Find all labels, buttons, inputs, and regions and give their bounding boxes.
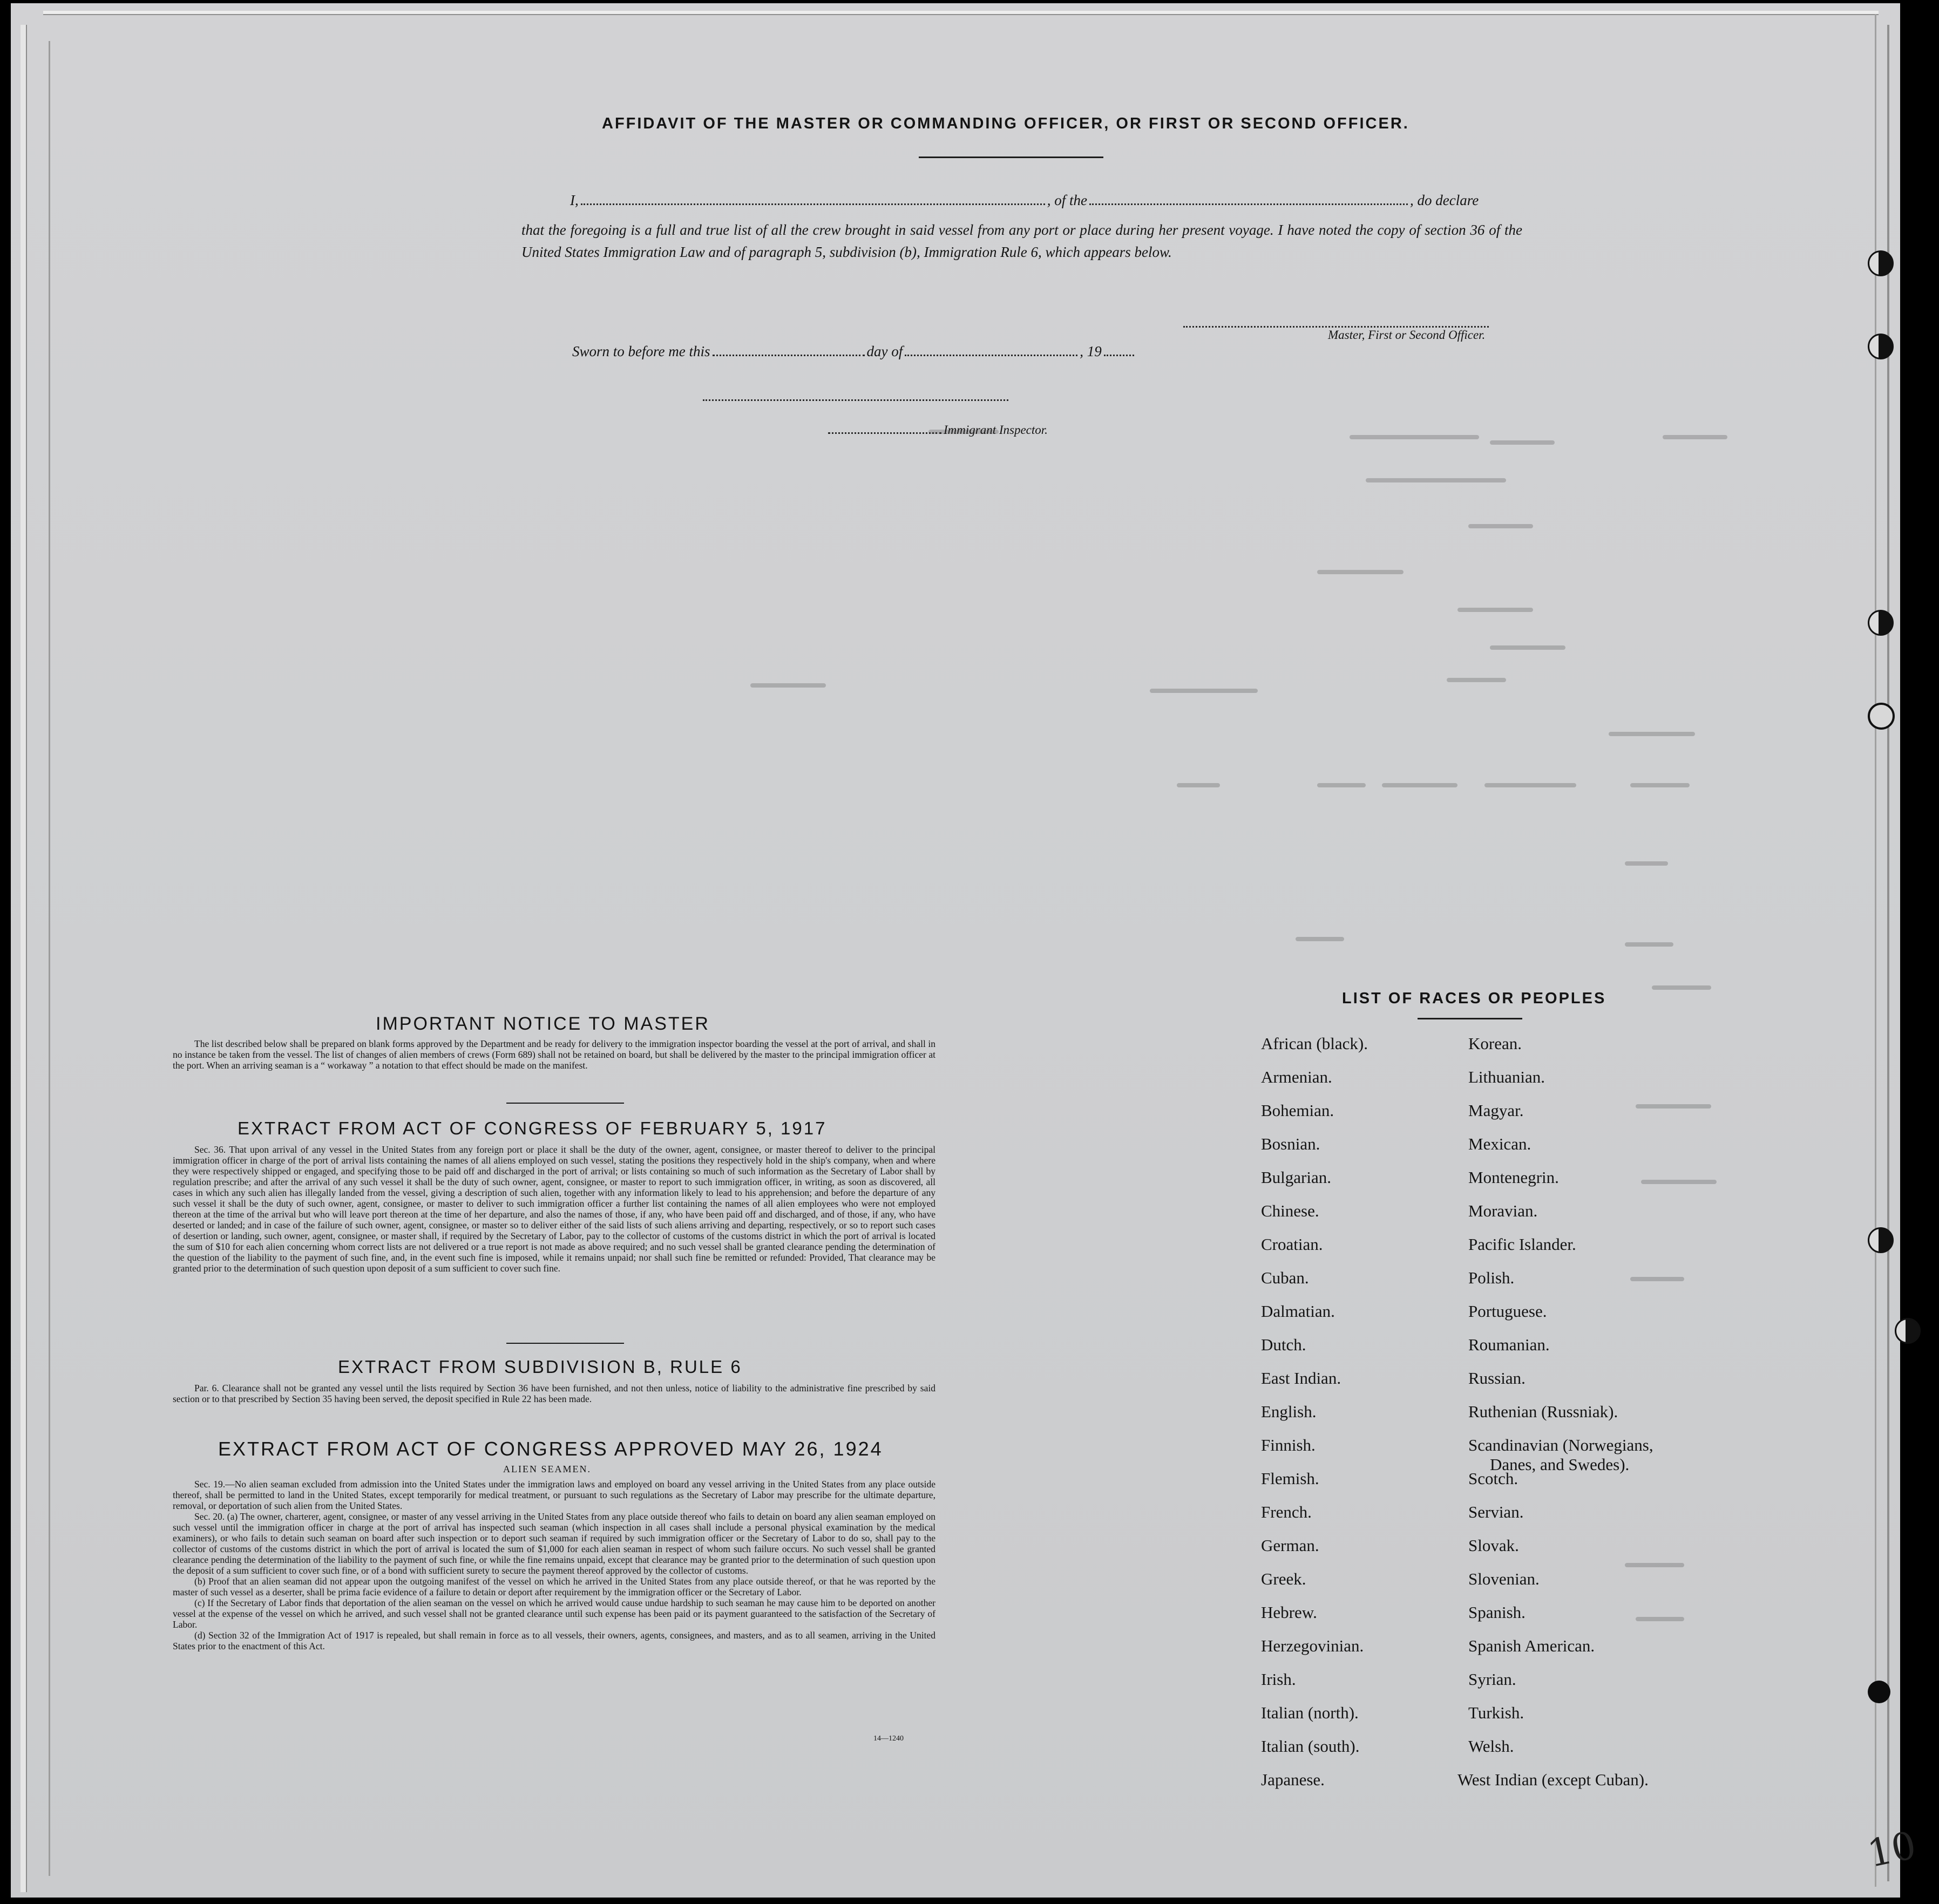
- race-item: Slovenian.: [1468, 1569, 1540, 1588]
- extract-1917-text: [173, 1144, 935, 1274]
- inspector-caption: Immigrant Inspector.: [944, 423, 1048, 437]
- affidavit-title-rule: [919, 157, 1103, 158]
- inspector-signature-blank: [701, 394, 1011, 404]
- race-item: African (black).: [1261, 1034, 1368, 1053]
- vessel-blank: [1089, 203, 1408, 205]
- race-item: Spanish.: [1468, 1603, 1526, 1622]
- binder-hole-icon: [1868, 250, 1894, 276]
- race-item: French.: [1261, 1502, 1312, 1521]
- name-blank: [581, 203, 1045, 205]
- race-item: Armenian.: [1261, 1067, 1332, 1086]
- affidavit-i-label: I,: [570, 192, 579, 208]
- race-item: Bosnian.: [1261, 1134, 1320, 1153]
- affidavit-declare-label: , do declare: [1410, 192, 1479, 208]
- sec19-paragraph: Sec. 19.—No alien seaman excluded from admission into the United States under the immigration laws and employed on board any vessel arriving in the United States from any place outside thereof, shall be permitted to land in the United States, except temporarily for medical treatment, or pursuant to such regulations as the Secretary of Labor may prescribe for the ultimate departure, removal, or deportation of such alien from the United States.: [173, 1479, 935, 1511]
- race-item-continuation: Danes, and Swedes).: [1490, 1455, 1630, 1474]
- race-item: Finnish.: [1261, 1436, 1316, 1454]
- manifest-page: [11, 3, 1920, 1898]
- race-item: Pacific Islander.: [1468, 1235, 1576, 1254]
- race-item: Slovak.: [1468, 1536, 1519, 1555]
- affidavit-body: that the foregoing is a full and true list of all the crew brought in said vessel from any port or place during her present voyage. I have noted the copy of section 36 of the United States Immigration Law and of paragraph 5, subdivision (b), Immigration Rule 6, which appears below.: [521, 222, 1522, 260]
- page-edge-top: [43, 11, 1879, 15]
- race-item: Croatian.: [1261, 1235, 1323, 1254]
- race-item: Scandinavian (Norwegians,: [1468, 1436, 1653, 1454]
- race-item: Dutch.: [1261, 1335, 1306, 1354]
- binder-hole-icon: [1868, 334, 1894, 359]
- binder-hole-icon: [1868, 610, 1894, 636]
- sworn-prefix: Sworn to before me this: [572, 343, 710, 359]
- race-item: Bulgarian.: [1261, 1168, 1331, 1187]
- binder-hole-icon: [1868, 703, 1895, 730]
- race-item: Spanish American.: [1468, 1636, 1595, 1655]
- race-item: Syrian.: [1468, 1670, 1516, 1689]
- race-item: Ruthenian (Russniak).: [1468, 1402, 1618, 1421]
- race-item: Herzegovinian.: [1261, 1636, 1364, 1655]
- race-item: Greek.: [1261, 1569, 1306, 1588]
- race-item: Japanese.: [1261, 1770, 1325, 1789]
- race-item: Korean.: [1468, 1034, 1522, 1053]
- race-item: Cuban.: [1261, 1268, 1309, 1287]
- extract-1917-title: EXTRACT FROM ACT OF CONGRESS OF FEBRUARY 5, 1917: [238, 1118, 827, 1138]
- sworn-day-blank: [713, 355, 865, 356]
- sworn-month-blank: [905, 355, 1077, 356]
- race-item: Servian.: [1468, 1502, 1524, 1521]
- race-item: Bohemian.: [1261, 1101, 1334, 1120]
- race-item: Dalmatian.: [1261, 1302, 1335, 1321]
- race-item: Moravian.: [1468, 1201, 1538, 1220]
- sworn-day-label: day of: [866, 343, 903, 359]
- race-item: Roumanian.: [1468, 1335, 1550, 1354]
- race-item: English.: [1261, 1402, 1317, 1421]
- sworn-line: [572, 343, 1136, 360]
- page-edge-left: [21, 25, 27, 1892]
- alien-seamen-subtitle: ALIEN SEAMEN.: [503, 1464, 591, 1474]
- binder-hole-icon: [1868, 1681, 1890, 1703]
- race-item: Scotch.: [1468, 1469, 1518, 1488]
- sworn-year-blank: [1104, 355, 1134, 356]
- signature-caption: Master, First or Second Officer.: [1328, 328, 1486, 342]
- extract-1917-divider: [506, 1343, 624, 1344]
- notice-text: [173, 1038, 935, 1071]
- race-item: Chinese.: [1261, 1201, 1319, 1220]
- form-number: 14—1240: [873, 1735, 904, 1743]
- race-item: Mexican.: [1468, 1134, 1531, 1153]
- race-item: Flemish.: [1261, 1469, 1319, 1488]
- binder-hole-icon: [1868, 1227, 1894, 1253]
- sec20d-paragraph: (d) Section 32 of the Immigration Act of 1917 is repealed, but shall remain in force as to all vessels, their owners, agents, consignees, and masters, and as to all seamen, arriving in the United States prior to the enactment of this Act.: [173, 1630, 935, 1651]
- affidavit-title: AFFIDAVIT OF THE MASTER OR COMMANDING OFFICER, OR FIRST OR SECOND OFFICER.: [602, 115, 1409, 132]
- extract-rule6-text: [173, 1383, 935, 1404]
- notice-divider: [506, 1103, 624, 1104]
- race-item: Italian (north).: [1261, 1703, 1359, 1722]
- race-item: Portuguese.: [1468, 1302, 1547, 1321]
- races-title: LIST OF RACES OR PEOPLES: [1342, 990, 1606, 1007]
- handwritten-page-number: 10: [1863, 1823, 1920, 1876]
- race-item: Hebrew.: [1261, 1603, 1317, 1622]
- sec20c-paragraph: (c) If the Secretary of Labor finds that deportation of the alien seaman on the vessel on which he arrived would cause undue hardship to such seaman he may cause him to be deported on another vessel at the expense of the vessel on which he arrived, and such vessel shall not be granted clearance until such expense has been paid or its payment guaranteed to the satisfaction of the Secretary of Labor.: [173, 1597, 935, 1630]
- race-item: East Indian.: [1261, 1369, 1341, 1388]
- race-item: Russian.: [1468, 1369, 1526, 1388]
- races-title-rule: [1418, 1018, 1522, 1019]
- section-36-paragraph: Sec. 36. That upon arrival of any vessel in the United States from any foreign port or place it shall be the duty of the owner, agent, consignee, or master thereof to deliver to the principal immigration officer in charge of the port of arrival lists containing the names of all aliens employed on such vessel, stating the positions they respectively hold in the ship's company, when and where they were respectively shipped or engaged, and specifying those to be paid off and discharged in the port of arrival; or lists containing so much of such information as the Secretary of Labor shall by regulation prescribe; and after the arrival of any such vessel it shall be the duty of such owner, agent, consignee, or master to report to such immigration officer, in writing, as soon as discovered, all cases in which any such alien has illegally landed from the vessel, giving a description of such alien, together with any information likely to lead to his apprehension; and before the departure of any such vessel it shall be the duty of such owner, agent, consignee, or master to deliver to such immigration officer a further list containing the names of all alien employees who were not employed thereon at the time of the arrival but who will leave port thereon at the time of her departure, and also the names of those, if any, who have been paid off and discharged, and of those, if any, who have deserted or landed; and in case of the failure of such owner, agent, consignee, or master so to deliver either of the said lists of such aliens arriving and departing, respectively, or so to report such cases of desertion or landing, such owner, agent, consignee, or master shall, if required by the Secretary of Labor, pay to the collector of customs of the customs district in which the port of arrival is located the sum of $10 for each alien concerning whom correct lists are not delivered or a true report is not made as above required; and no such vessel shall be granted clearance pending the determination of the question of the liability to the payment of such fine, and, in the event such fine is imposed, while it remains unpaid; nor shall such fine be remitted or refunded: Provided, That clearance may be granted prior to the determination of such question upon deposit of a sum sufficient to cover such fine.: [173, 1144, 935, 1274]
- race-item: Magyar.: [1468, 1101, 1524, 1120]
- race-item: West Indian (except Cuban).: [1457, 1770, 1649, 1789]
- notice-paragraph: The list described below shall be prepared on blank forms approved by the Department and be ready for delivery to the immigration inspector boarding the vessel at the port of arrival, and shall in no instance be taken from the vessel. The list of changes of alien members of crews (Form 689) shall not be retained on board, but shall be delivered by the master to the principal immigration officer at the port. When an arriving seaman is a “ workaway ” a notation to that effect should be made on the manifest.: [173, 1038, 935, 1071]
- inspector-line: [826, 423, 1048, 437]
- race-item: Turkish.: [1468, 1703, 1524, 1722]
- binder-hole-icon: [1895, 1318, 1921, 1344]
- race-item: German.: [1261, 1536, 1319, 1555]
- race-item: Irish.: [1261, 1670, 1296, 1689]
- notice-title: IMPORTANT NOTICE TO MASTER: [376, 1014, 710, 1034]
- extract-1924-text: [173, 1479, 935, 1651]
- extract-1924-title: EXTRACT FROM ACT OF CONGRESS APPROVED MAY 26, 1924: [218, 1438, 883, 1460]
- page-edge-right-inner: [1875, 14, 1876, 1887]
- page-edge-right: [1887, 25, 1889, 1881]
- page-edge-left-inner: [49, 41, 50, 1876]
- affidavit-line-1: [570, 192, 1479, 209]
- sec20b-paragraph: (b) Proof that an alien seaman did not appear upon the outgoing manifest of the vessel on which he arrived in the United States from any place outside thereof, or that he was reported by the master of such vessel as a deserter, shall be prima facie evidence of a failure to detain or deport after requirement by the immigration officer or the Secretary of Labor.: [173, 1576, 935, 1597]
- race-item: Polish.: [1468, 1268, 1515, 1287]
- sec20a-paragraph: Sec. 20. (a) The owner, charterer, agent, consignee, or master of any vessel arriving in the United States from any place outside thereof who fails to detain on board any alien seaman employed on such vessel until the immigration officer in charge at the port of arrival has inspected such seaman (which inspection in all cases shall include a personal physical examination by the medical examiners), or who fails to detain such seaman on board after such inspection or to deport such seaman if required by such immigration officer or the Secretary of Labor to do so, shall pay to the collector of customs of the customs district in which the port of arrival is located the sum of $1,000 for each alien seaman in respect of whom such failure occurs. No such vessel shall be granted clearance pending the determination of the liability to the payment of such fine, or while the fine remains unpaid, except that clearance may be granted prior to the determination of such question upon the deposit of a sum sufficient to cover such fine, or of a bond with sufficient surety to secure the payment thereof approved by the collector of customs.: [173, 1511, 935, 1576]
- race-item: Montenegrin.: [1468, 1168, 1559, 1187]
- sworn-year-label: , 19: [1080, 343, 1102, 359]
- race-item: Lithuanian.: [1468, 1067, 1545, 1086]
- race-item: Welsh.: [1468, 1737, 1514, 1756]
- race-item: Italian (south).: [1261, 1737, 1360, 1756]
- affidavit-of-the-label: , of the: [1047, 192, 1087, 208]
- rule6-paragraph: Par. 6. Clearance shall not be granted any vessel until the lists required by Section 36 have been furnished, and not then unless, notice of liability to the administrative fine prescribed by said section or to that prescribed by Section 35 having been served, the deposit specified in Rule 22 has been made.: [173, 1383, 935, 1404]
- extract-rule6-title: EXTRACT FROM SUBDIVISION B, RULE 6: [338, 1357, 742, 1377]
